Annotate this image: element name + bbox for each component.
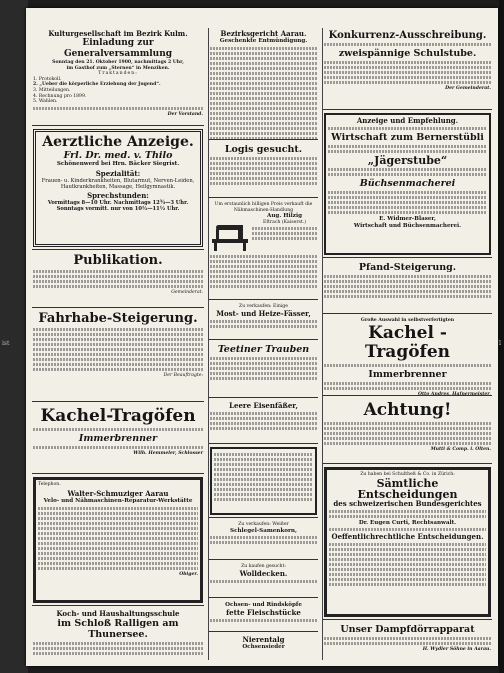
ad-teetiner-trauben — [209, 342, 318, 398]
ad-title: Pfand-Steigerung. — [358, 262, 457, 273]
ad-body-lines — [33, 428, 203, 431]
specialty-text: Frauen- u. Kinderkrankheiten, Blutarmut, Nerven-Leiden, Hautkrankheiten, Massage, Heilgymnastik. — [41, 177, 195, 190]
ad-title: Aerztliche Anzeige. — [42, 134, 194, 150]
shop-name: Aug. Hilzig — [267, 213, 302, 220]
scan-background-left — [0, 0, 28, 673]
ad-frame — [33, 477, 203, 603]
specialty-heading: Spezialität: — [95, 168, 141, 178]
ad-subtitle: Immerbrenner — [78, 433, 158, 444]
ad-signature: Wirtschaft und Büchsenmacherei. — [353, 222, 462, 229]
ad-subtitle: Schlegel-Samenkorn, — [230, 527, 297, 534]
ad-subtitle: Oeffentlichrechtliche Entscheidungen. — [331, 532, 484, 542]
ad-title: Sämtliche Entscheidungen — [357, 476, 458, 501]
ad-signature: Otto Andres, Hafnermeister, — [418, 391, 491, 396]
ad-body-lines — [328, 145, 487, 153]
ad-signature: Gemeinderat. — [171, 290, 203, 295]
margin-mark-left: ist — [2, 340, 10, 347]
ad-text: Sonntag den 21. Oktober 1900, nachmittags 2 Uhr, — [52, 60, 184, 65]
ad-body-lines — [328, 168, 487, 176]
ad-title: Koch- und Haushaltungsschule — [56, 609, 180, 618]
ad-signature: Der Gemeinderat. — [445, 86, 491, 91]
ad-header: Zu haben bei Schultheß & Co. in Zürich: — [360, 472, 455, 477]
ad-title: Kachel-Tragöfen — [40, 406, 196, 426]
ad-title: Einladung zur Generalversammlung — [63, 38, 173, 59]
ad-title: Logis gesucht. — [224, 144, 303, 155]
ad-body-lines — [328, 191, 487, 214]
column-middle — [208, 28, 318, 660]
ad-kochschule — [32, 608, 204, 660]
ad-publikation — [32, 252, 204, 308]
ad-title: Zu verkaufen: Einige — [239, 304, 288, 309]
sewing-machine-icon — [210, 215, 250, 251]
ad-bezirksgericht — [209, 28, 318, 140]
ad-subtitle: Geschenkte Entmündigung. — [219, 38, 308, 44]
agenda-item: 5. Wahlen. — [33, 99, 58, 105]
ad-pfand-steigerung — [323, 260, 492, 314]
ad-body-lines — [210, 619, 317, 622]
ad-subtitle: fette Fleischstücke — [226, 607, 301, 617]
ad-signature: Der Beauftragte: — [163, 373, 203, 378]
ad-title: Zu verkaufen: Weißer — [238, 522, 289, 527]
agenda-item: 1. Protokoll. — [33, 76, 62, 82]
ad-title: Große Auswahl in selbstverfertigten — [360, 318, 455, 323]
ad-author: Dr. Eugen Curti, Rechtsanwalt. — [358, 519, 457, 526]
ad-konkurrenz — [323, 28, 492, 110]
ad-title: Walter-Schmuziger Aarau — [67, 489, 169, 498]
ad-subtitle: Immerbrenner — [368, 368, 447, 380]
ad-body — [210, 213, 317, 253]
ad-signature: Obiger. — [179, 571, 198, 577]
agenda-item: 4. Rechnung pro 1899. — [33, 93, 87, 99]
ad-title: Teetiner Trauben — [217, 344, 310, 355]
ad-body-lines — [38, 507, 198, 570]
ad-body-lines — [33, 446, 203, 449]
ad-boxed-middle — [209, 446, 318, 518]
ad-title: Fahrhabe-Steigerung. — [38, 311, 198, 326]
ad-logis-gesucht — [209, 142, 318, 198]
ad-title: Konkurrenz-Ausschreibung. — [328, 30, 487, 41]
ad-anzeige-empfehlung — [323, 112, 492, 258]
ad-subtitle: Büchsenmacherei — [359, 178, 456, 189]
ad-body-lines — [214, 453, 313, 501]
ad-signature: H. Wydler Söhne in Aarau. — [422, 647, 491, 652]
ad-title: Leere Eisenfäßer, — [229, 401, 298, 410]
column-right — [322, 28, 492, 660]
ad-subheading: Traktanden: — [98, 71, 138, 77]
ad-text: im Gasthof zum „Sternen“ in Menziken. — [66, 65, 170, 71]
ad-body-lines — [210, 255, 317, 288]
ad-bundesgericht — [323, 466, 492, 620]
ad-body-lines — [329, 543, 486, 586]
ad-walter-schmuziger — [32, 476, 204, 606]
ad-title: Achtung! — [363, 400, 452, 420]
ad-subtitle: zweispännige Schulstube. — [338, 48, 477, 59]
ad-aerztliche-anzeige — [32, 128, 204, 250]
ad-title: Anzeige und Empfehlung. — [356, 116, 459, 125]
ad-body-lines — [329, 510, 486, 518]
ad-title: Ochsen- und Rindsköpfe — [225, 602, 302, 608]
ad-frame — [210, 447, 317, 515]
ad-naehmaschinen — [209, 200, 318, 300]
ad-body-lines — [210, 320, 317, 328]
agenda-item: 2. „Ueber die körperliche Erziehung der Jugend“. — [33, 82, 161, 88]
ad-title: Bezirksgericht Aarau. — [220, 29, 307, 38]
ad-dampfdoerrapparat — [323, 622, 492, 660]
ad-subtitle: des schweizerischen Bundesgerichtes — [333, 498, 482, 508]
ad-frame — [33, 129, 203, 247]
ad-subtitle: Velo- und Nähmaschinen-Reparatur-Werkstätte — [43, 498, 193, 504]
ad-body-lines — [328, 127, 487, 130]
ad-title: Um erstaunlich billigen Preis verkauft die Nähmaschinen-Handlung — [214, 202, 313, 213]
scan-background-right — [499, 0, 504, 673]
telephon-label: Telephon. — [38, 482, 61, 487]
ad-achtung — [323, 398, 492, 464]
ad-fahrhabe-steigerung — [32, 310, 204, 402]
newspaper-page — [26, 8, 498, 666]
ad-subtitle: im Schloß Ralligen am Thunersee. — [57, 618, 179, 640]
ad-most-fasser — [209, 302, 318, 340]
ad-body-lines — [210, 357, 317, 380]
ad-wolldecken — [209, 562, 318, 598]
ad-body-lines — [329, 528, 486, 531]
ad-subtitle: Kachel - Tragöfen — [364, 322, 451, 362]
ad-body-lines — [33, 270, 203, 288]
ad-kachel-tragoefen — [32, 404, 204, 474]
ad-body-lines — [33, 642, 203, 655]
doctor-name: Frl. Dr. med. v. Thilo — [63, 150, 173, 161]
ad-body-lines — [210, 536, 317, 544]
ad-title: Nierentalg — [242, 635, 285, 644]
hours-text: Vormittags 8—10 Uhr. Nachmittags 12¾—3 Uhr. Sonntags vormitt. nur von 10½—11½ Uhr. — [47, 200, 189, 213]
ad-subtitle: „Jägerstube“ — [367, 154, 448, 167]
ad-subtitle: Wirtschaft zum Bernerstübli — [331, 132, 484, 143]
ad-kachel-tragoefen-right — [323, 316, 492, 396]
ad-frame — [324, 113, 491, 255]
ad-subtitle: Ochsensieder — [242, 644, 285, 650]
ad-subtitle: Most- und Heize-Fässer, — [216, 308, 311, 318]
hours-heading: Sprechstunden: — [87, 191, 149, 200]
ad-body-lines — [210, 47, 317, 140]
ad-body-lines — [324, 43, 491, 46]
ad-header: Kulturgesellschaft im Bezirk Kulm. — [48, 29, 188, 38]
ad-kulturgesellschaft — [32, 28, 204, 126]
ad-eisenfaesser — [209, 400, 318, 444]
ad-text-block — [252, 213, 317, 253]
ad-signature: Der Vorstand. — [167, 111, 203, 117]
ad-signature: E. Widmer-Blaser, — [379, 216, 436, 222]
ad-nierentalg — [209, 634, 318, 660]
ad-rindskoepfe — [209, 600, 318, 632]
doctor-address: Schönenwerd bei Hrn. Bäcker Siegrist. — [56, 161, 180, 167]
ad-title: Unser Dampfdörrapparat — [340, 624, 475, 635]
ad-body-lines — [324, 275, 491, 298]
ad-body-lines — [324, 364, 491, 367]
ad-body-lines — [210, 580, 317, 583]
margin-mark-right: 1 — [498, 340, 502, 347]
ad-body-lines — [210, 157, 317, 185]
ad-body-lines — [324, 382, 491, 390]
ad-samenkorn — [209, 520, 318, 560]
ad-body-lines — [252, 227, 317, 240]
ad-body-lines — [324, 61, 491, 84]
ad-body-lines — [33, 107, 203, 110]
ad-body-lines — [33, 328, 203, 371]
ad-signature: Wilh. Hemmeler, Schlosser — [133, 451, 203, 456]
ad-title: Zu kaufen gesucht: — [241, 564, 286, 569]
ad-subtitle: Wolldecken. — [239, 568, 288, 578]
ad-signature: Mutti & Comp. i. Olten. — [430, 447, 491, 452]
ad-title: Publikation. — [73, 253, 163, 268]
ad-body-lines — [210, 412, 317, 430]
ad-body-lines — [324, 637, 491, 645]
ad-body-lines — [324, 422, 491, 445]
column-left — [32, 28, 204, 660]
shop-place: Eftrach (Kaiserst.) — [263, 219, 306, 225]
ad-frame — [324, 467, 491, 617]
agenda-item: 3. Mitteilungen. — [33, 87, 71, 93]
